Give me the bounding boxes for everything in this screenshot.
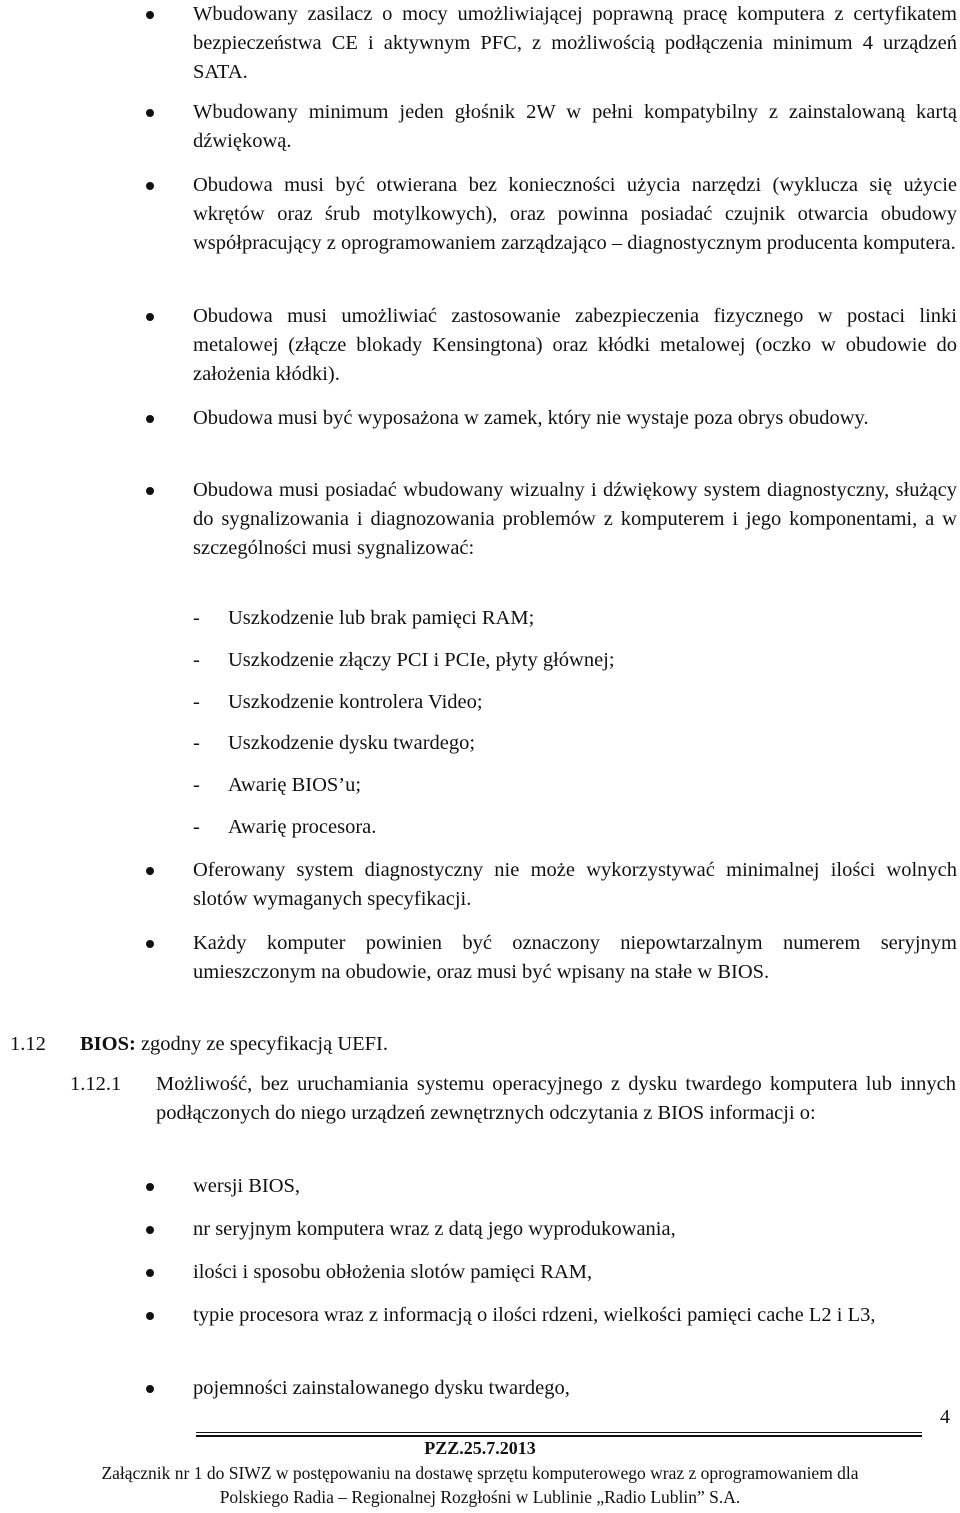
document-code: PZZ.25.7.2013 [424,1438,536,1458]
dash-list-item: - Awarię BIOS’u; [193,774,362,796]
page-number: 4 [940,1406,950,1428]
list-item: wersji BIOS, [155,1172,957,1201]
footer-divider [196,1432,922,1433]
subsection-text: Możliwość, bez uruchamiania systemu operacyjnego z dysku twardego komputera lub innych podłączonych do niego urządzeń zewnętrznych odczytania z BIOS informacji o: [156,1073,956,1124]
footer-line: Załącznik nr 1 do SIWZ w postępowaniu na dostawę sprzętu komputerowego wraz z oprogramowaniem dla [101,1463,859,1483]
footer-line: Polskiego Radia – Regionalnej Rozgłośni w Lublinie „Radio Lublin” S.A. [219,1487,741,1507]
section-text: zgodny ze specyfikacją UEFI. [135,1033,388,1055]
dash-list-item: - Uszkodzenie kontrolera Video; [193,691,483,713]
dash-list-item: - Awarię procesora. [193,816,377,838]
list-item: Obudowa musi umożliwiać zastosowanie zabezpieczenia fizycznego w postaci linki metalowej (złącze blokady Kensingtona) oraz kłódki metalowej (oczko w obudowie do założenia kłódki). [155,302,957,389]
section-number: 1.12 [10,1033,46,1055]
section-label: BIOS: [80,1033,136,1055]
section-title [80,1030,388,1059]
dash-list-item: - Uszkodzenie złączy PCI i PCIe, płyty głównej; [193,649,615,671]
list-item: Wbudowany minimum jeden głośnik 2W w pełni kompatybilny z zainstalowaną kartą dźwiękową. [155,98,957,156]
subsection-number: 1.12.1 [70,1073,122,1095]
list-item: nr seryjnym komputera wraz z datą jego wyprodukowania, [155,1215,957,1244]
list-item: Obudowa musi być otwierana bez konieczności użycia narzędzi (wyklucza się użycie wkrętów oraz śrub motylkowych), oraz powinna posiadać czujnik otwarcia obudowy współpracujący z oprogramowaniem zarządzająco – diagnostycznym producenta komputera. [155,171,957,258]
list-item: Każdy komputer powinien być oznaczony niepowtarzalnym numerem seryjnym umieszczonym na obudowie, oraz musi być wpisany na stałe w BIOS. [155,929,957,987]
subsection [70,1070,956,1128]
list-item: ilości i sposobu obłożenia slotów pamięci RAM, [155,1258,957,1287]
list-item: typie procesora wraz z informacją o ilości rdzeni, wielkości pamięci cache L2 i L3, [155,1301,957,1330]
dash-list-item: - Uszkodzenie dysku twardego; [193,732,476,754]
list-item: Wbudowany zasilacz o mocy umożliwiającej poprawną pracę komputera z certyfikatem bezpieczeństwa CE i aktywnym PFC, z możliwością podłączenia minimum 4 urządzeń SATA. [155,0,957,87]
list-item: Oferowany system diagnostyczny nie może wykorzystywać minimalnej ilości wolnych slotów wymaganych specyfikacji. [155,856,957,914]
list-item: Obudowa musi być wyposażona w zamek, który nie wystaje poza obrys obudowy. [155,404,957,433]
list-item: pojemności zainstalowanego dysku twardego, [155,1374,957,1403]
list-item: Obudowa musi posiadać wbudowany wizualny i dźwiękowy system diagnostyczny, służący do sygnalizowania i diagnozowania problemów z komputerem i jego komponentami, a w szczególności musi sygnalizować: [155,476,957,563]
dash-list-item: - Uszkodzenie lub brak pamięci RAM; [193,607,535,629]
